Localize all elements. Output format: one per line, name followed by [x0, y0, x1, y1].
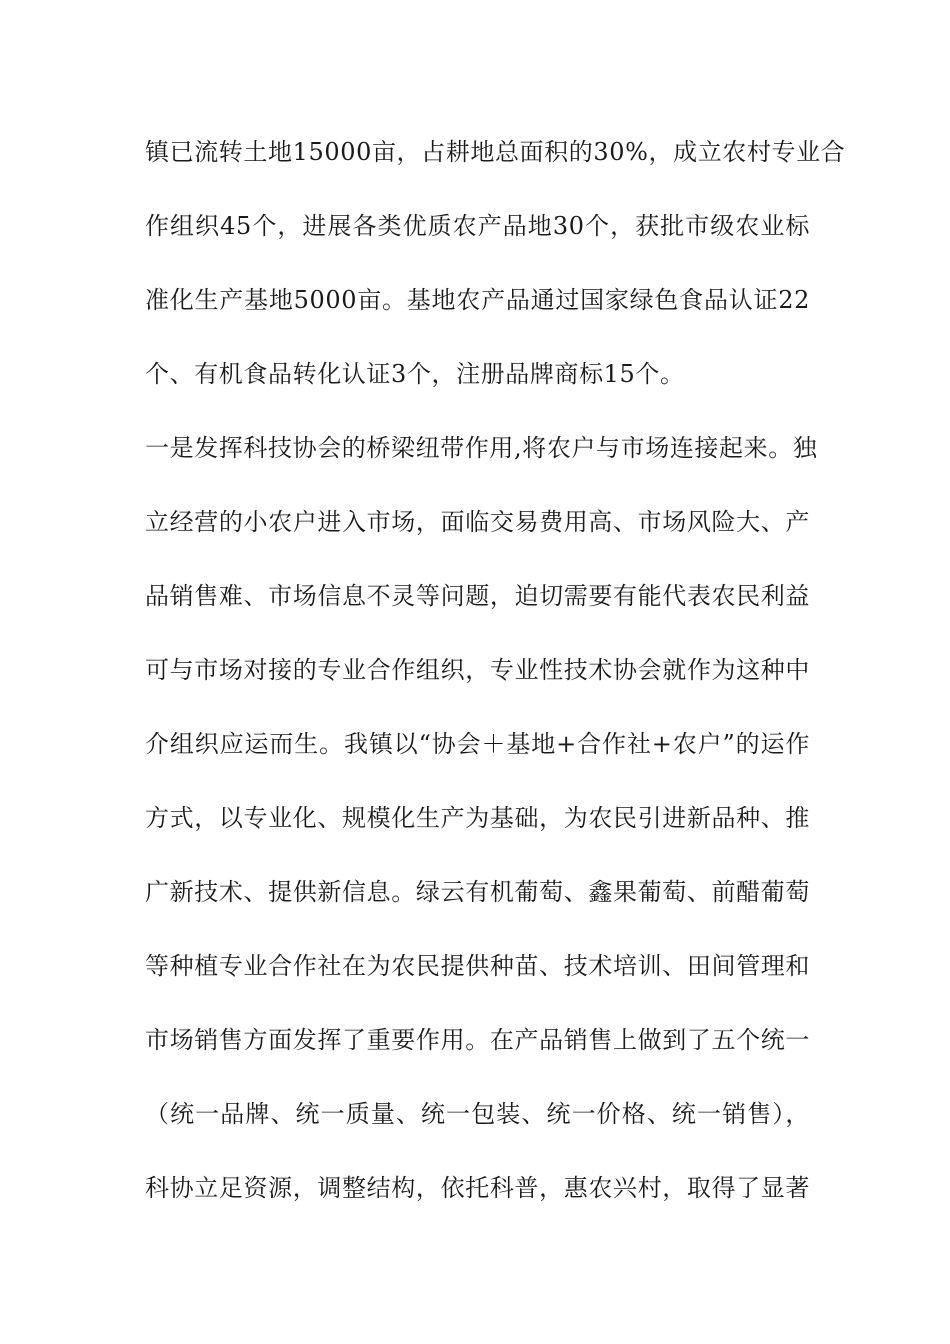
text-line: 准化生产基地5000亩。基地农产品通过国家绿色食品认证22: [145, 286, 810, 314]
text-line: 个、有机食品转化认证3个，注册品牌商标15个。: [145, 360, 685, 388]
text-line: （统一品牌、统一质量、统一包装、统一价格、统一销售），: [145, 1100, 810, 1128]
text-line: 广新技术、提供新信息。绿云有机葡萄、鑫果葡萄、前醋葡萄: [145, 878, 810, 906]
text-line: 一是发挥科技协会的桥梁纽带作用,将农户与市场连接起来。独: [145, 434, 818, 462]
text-line: 市场销售方面发挥了重要作用。在产品销售上做到了五个统一: [145, 1026, 810, 1054]
body-text: [145, 130, 846, 1240]
text-line: 立经营的小农户进入市场，面临交易费用高、市场风险大、产: [145, 508, 810, 536]
text-line: 作组织45个，进展各类优质农产品地30个，获批市级农业标: [145, 212, 810, 240]
text-line: 镇已流转土地15000亩，占耕地总面积的30%，成立农村专业合: [145, 138, 846, 166]
text-line: 介组织应运而生。我镇以“协会＋基地+合作社+农户”的运作: [145, 730, 810, 758]
text-line: 方式，以专业化、规模化生产为基础，为农民引进新品种、推: [145, 804, 810, 832]
text-line: 可与市场对接的专业合作组织，专业性技术协会就作为这种中: [145, 656, 810, 684]
text-line: 品销售难、市场信息不灵等问题，迫切需要有能代表农民利益: [145, 582, 810, 610]
text-line: 科协立足资源，调整结构，依托科普，惠农兴村，取得了显著: [145, 1174, 810, 1202]
text-line: 等种植专业合作社在为农民提供种苗、技术培训、田间管理和: [145, 952, 810, 980]
